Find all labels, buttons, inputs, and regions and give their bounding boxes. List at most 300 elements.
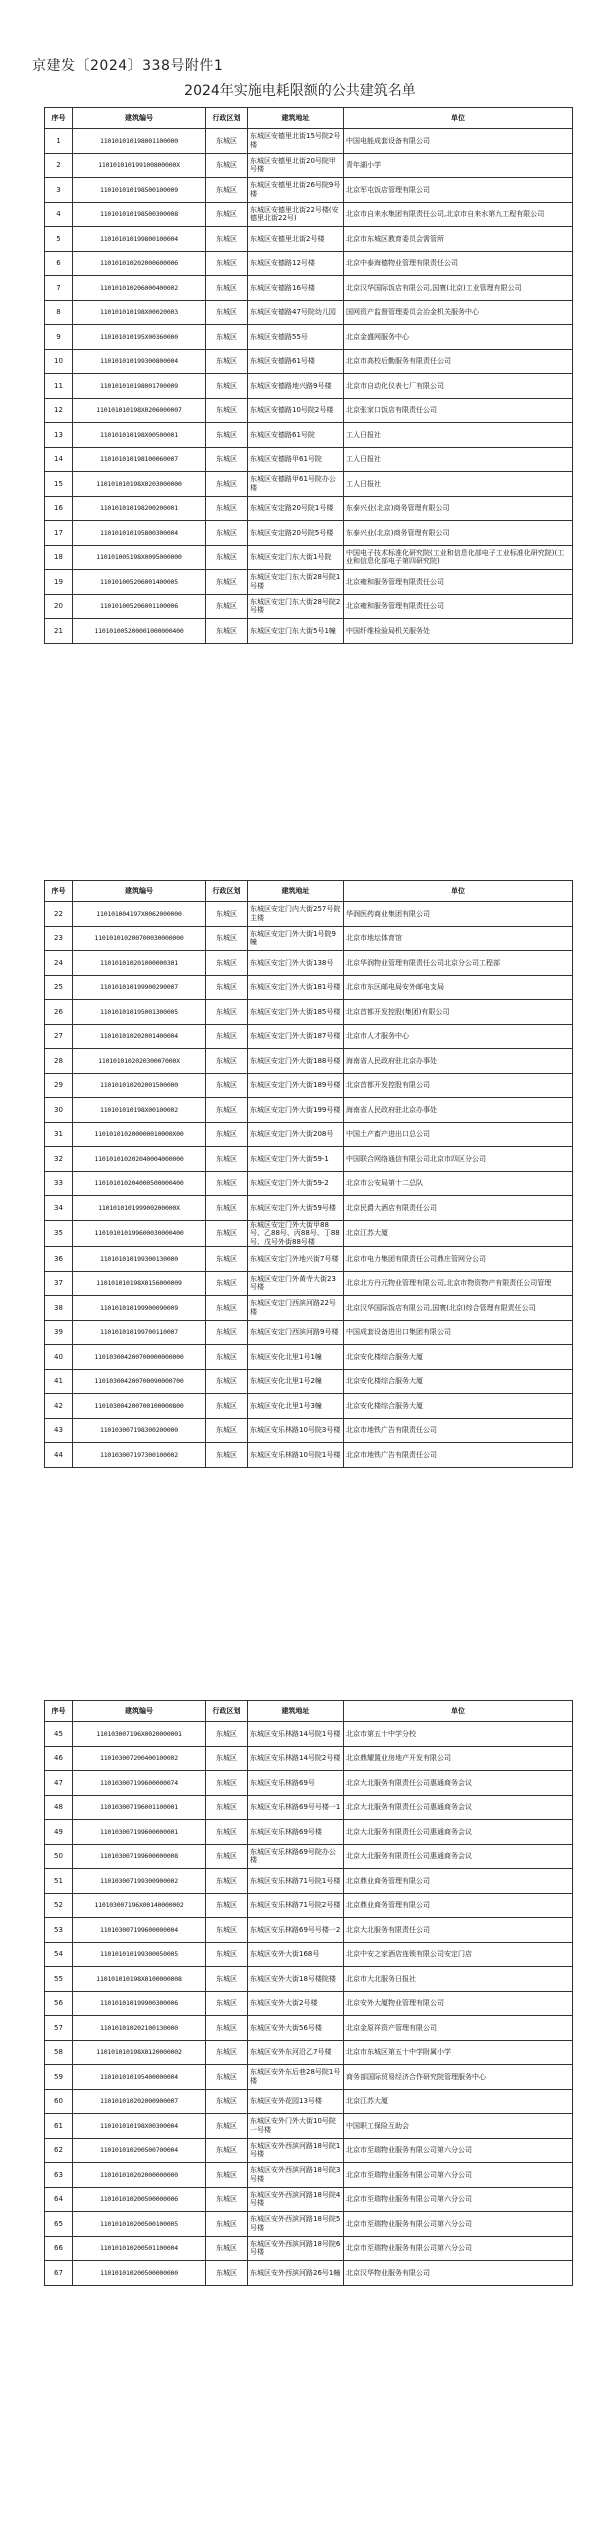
cell-building-code: 110101010198X00020003 (73, 300, 206, 325)
cell-address: 东城区安乐林路71号院2号楼 (248, 1893, 344, 1918)
table-row (45, 300, 573, 325)
cell-building-code: 110101010202030007000X (73, 1049, 206, 1074)
cell-seq: 10 (45, 349, 73, 374)
cell-district: 东城区 (206, 1024, 248, 1049)
cell-address: 东城区安德路16号楼 (248, 276, 344, 301)
cell-unit: 北京大北服务有限责任公司惠通商务会议 (344, 1795, 573, 1820)
cell-building-code: 110101010198200200001 (73, 496, 206, 521)
cell-building-code: 110101010200000010000X00 (73, 1122, 206, 1147)
cell-district: 东城区 (206, 398, 248, 423)
cell-unit: 北京市至瑞物业服务有限公司第六分公司 (344, 2163, 573, 2188)
cell-seq: 37 (45, 1271, 73, 1296)
table-row (45, 2040, 573, 2065)
cell-seq: 63 (45, 2163, 73, 2188)
cell-address: 东城区安外西滨河路18号院4号楼 (248, 2187, 344, 2212)
cell-building-code: 110101010198X0156000009 (73, 1271, 206, 1296)
cell-address: 东城区安外大街2号楼 (248, 1991, 344, 2016)
cell-district: 东城区 (206, 2138, 248, 2163)
cell-building-code: 110101010199300130000 (73, 1247, 206, 1272)
cell-district: 东城区 (206, 1991, 248, 2016)
cell-building-code: 110101010206000400002 (73, 276, 206, 301)
cell-district: 东城区 (206, 1147, 248, 1172)
cell-seq: 22 (45, 902, 73, 927)
table-row (45, 2236, 573, 2261)
table-row (45, 276, 573, 301)
cell-building-code: 110101010199600030000400 (73, 1220, 206, 1247)
cell-seq: 59 (45, 2065, 73, 2090)
cell-unit: 北京市第五十中学分校 (344, 1722, 573, 1747)
cell-address: 东城区安德里北街20号院甲号楼 (248, 153, 344, 178)
table-row (45, 619, 573, 644)
cell-seq: 32 (45, 1147, 73, 1172)
cell-unit: 北京鼎业商务管理有限公司 (344, 1869, 573, 1894)
cell-unit: 北京汉华物业服务有限公司 (344, 2261, 573, 2286)
cell-district: 东城区 (206, 1271, 248, 1296)
cell-unit: 国网资产监督管理委员会冶金机关服务中心 (344, 300, 573, 325)
header-building-code: 建筑编号 (73, 108, 206, 129)
table-header-row (45, 108, 573, 129)
cell-seq: 50 (45, 1844, 73, 1869)
cell-building-code: 110101005198X0095000000 (73, 545, 206, 570)
cell-address: 东城区安外西滨河路18号院1号楼 (248, 2138, 344, 2163)
cell-district: 东城区 (206, 2163, 248, 2188)
cell-building-code: 110101010199700110007 (73, 1320, 206, 1345)
cell-unit: 海南省人民政府驻北京办事处 (344, 1098, 573, 1123)
cell-address: 东城区安外大街56号楼 (248, 2016, 344, 2041)
cell-district: 东城区 (206, 178, 248, 203)
cell-address: 东城区安定门东大街28号院2号楼 (248, 594, 344, 619)
table-row (45, 1722, 573, 1747)
cell-district: 东城区 (206, 1771, 248, 1796)
cell-district: 东城区 (206, 1820, 248, 1845)
cell-seq: 57 (45, 2016, 73, 2041)
table-row (45, 1122, 573, 1147)
cell-address: 东城区安德路甲61号院办公楼 (248, 472, 344, 497)
cell-unit: 北京安化楼综合服务大厦 (344, 1369, 573, 1394)
building-table-part-3 (44, 1700, 573, 2286)
table-row (45, 1196, 573, 1221)
cell-address: 东城区安外东河沿乙7号楼 (248, 2040, 344, 2065)
cell-district: 东城区 (206, 325, 248, 350)
cell-unit: 北京江苏大厦 (344, 1220, 573, 1247)
table-row (45, 1942, 573, 1967)
cell-seq: 29 (45, 1073, 73, 1098)
cell-unit: 北京雍和服务管理有限责任公司 (344, 594, 573, 619)
cell-district: 东城区 (206, 1443, 248, 1468)
cell-seq: 39 (45, 1320, 73, 1345)
cell-address: 东城区安定门东大街1号院 (248, 545, 344, 570)
cell-district: 东城区 (206, 472, 248, 497)
cell-unit: 北京市地铁广告有限责任公司 (344, 1443, 573, 1468)
cell-seq: 30 (45, 1098, 73, 1123)
cell-district: 东城区 (206, 2187, 248, 2212)
cell-address: 东城区安德里北街26号院9号楼 (248, 178, 344, 203)
cell-building-code: 110101010199800100004 (73, 227, 206, 252)
cell-seq: 58 (45, 2040, 73, 2065)
cell-address: 东城区安德路10号院2号楼 (248, 398, 344, 423)
cell-building-code: 110101010198X00500001 (73, 423, 206, 448)
cell-address: 东城区安乐林路69号号楼一1 (248, 1795, 344, 1820)
table-row (45, 1073, 573, 1098)
cell-seq: 25 (45, 975, 73, 1000)
cell-district: 东城区 (206, 129, 248, 154)
cell-seq: 67 (45, 2261, 73, 2286)
cell-district: 东城区 (206, 1418, 248, 1443)
header-unit: 单位 (344, 1701, 573, 1722)
cell-district: 东城区 (206, 1746, 248, 1771)
cell-unit: 北京市人才服务中心 (344, 1024, 573, 1049)
cell-building-code: 110101010200700030000000 (73, 926, 206, 951)
cell-address: 东城区安定门东大街5号1幢 (248, 619, 344, 644)
cell-address: 东城区安德路61号楼 (248, 349, 344, 374)
header-district: 行政区划 (206, 1701, 248, 1722)
table-row (45, 902, 573, 927)
header-seq: 序号 (45, 108, 73, 129)
cell-address: 东城区安乐林路69号 (248, 1771, 344, 1796)
cell-address: 东城区安德路47号院幼儿园 (248, 300, 344, 325)
cell-unit: 北京华润物业管理有限责任公司北京分公司工程部 (344, 951, 573, 976)
table-row (45, 926, 573, 951)
cell-building-code: 110101010201000000301 (73, 951, 206, 976)
table-row (45, 1220, 573, 1247)
cell-seq: 40 (45, 1345, 73, 1370)
table-row (45, 472, 573, 497)
table-row (45, 2016, 573, 2041)
cell-district: 东城区 (206, 1296, 248, 1321)
cell-building-code: 110101010198X00100002 (73, 1098, 206, 1123)
cell-unit: 北京北方丹元物业管理有限公司,北京市物资物产有限责任公司管理 (344, 1271, 573, 1296)
cell-address: 东城区安定门内大街257号院主楼 (248, 902, 344, 927)
cell-unit: 中国纤维检验局机关服务处 (344, 619, 573, 644)
cell-district: 东城区 (206, 300, 248, 325)
cell-seq: 16 (45, 496, 73, 521)
cell-district: 东城区 (206, 2261, 248, 2286)
cell-building-code: 110103004200700090000700 (73, 1369, 206, 1394)
cell-building-code: 110101005206001400005 (73, 570, 206, 595)
cell-building-code: 110101010199100800000X (73, 153, 206, 178)
cell-district: 东城区 (206, 2212, 248, 2237)
cell-address: 东城区安外西滨河路18号院6号楼 (248, 2236, 344, 2261)
header-unit: 单位 (344, 881, 573, 902)
cell-unit: 北京市至瑞物业服务有限公司第六分公司 (344, 2187, 573, 2212)
header-building-code: 建筑编号 (73, 881, 206, 902)
cell-unit: 青年湖小学 (344, 153, 573, 178)
cell-district: 东城区 (206, 1171, 248, 1196)
cell-unit: 北京市东城区第五十中学附属小学 (344, 2040, 573, 2065)
table-row (45, 496, 573, 521)
table-row (45, 975, 573, 1000)
cell-district: 东城区 (206, 951, 248, 976)
table-row (45, 1369, 573, 1394)
building-table-part-2 (44, 880, 573, 1468)
cell-building-code: 110101004197X0062000000 (73, 902, 206, 927)
table-row (45, 1049, 573, 1074)
cell-seq: 18 (45, 545, 73, 570)
header-unit: 单位 (344, 108, 573, 129)
cell-address: 东城区安乐林路10号院1号楼 (248, 1443, 344, 1468)
cell-unit: 北京张家口饭店有限责任公司 (344, 398, 573, 423)
cell-building-code: 110101010198X0120000002 (73, 2040, 206, 2065)
cell-seq: 60 (45, 2089, 73, 2114)
cell-seq: 44 (45, 1443, 73, 1468)
table-row (45, 951, 573, 976)
cell-unit: 北京民爵大酒店有限责任公司 (344, 1196, 573, 1221)
cell-unit: 北京大北服务有限责任公司惠通商务会议 (344, 1844, 573, 1869)
table-row (45, 1296, 573, 1321)
cell-address: 东城区安定门外地兴街7号楼 (248, 1247, 344, 1272)
cell-building-code: 110103004200700100000800 (73, 1394, 206, 1419)
cell-district: 东城区 (206, 423, 248, 448)
cell-address: 东城区安定门外大街59-2 (248, 1171, 344, 1196)
table-row (45, 1345, 573, 1370)
cell-unit: 北京市自来水集团有限责任公司,北京市自来水第九工程有限公司 (344, 202, 573, 227)
cell-district: 东城区 (206, 619, 248, 644)
table-row (45, 178, 573, 203)
cell-seq: 49 (45, 1820, 73, 1845)
cell-unit: 北京大北服务有限责任公司惠通商务会议 (344, 1771, 573, 1796)
cell-address: 东城区安乐林路71号院1号楼 (248, 1869, 344, 1894)
cell-building-code: 110103007196X0020000001 (73, 1722, 206, 1747)
cell-seq: 4 (45, 202, 73, 227)
cell-unit: 海南省人民政府驻北京办事处 (344, 1049, 573, 1074)
table-row (45, 251, 573, 276)
cell-unit: 工人日报社 (344, 423, 573, 448)
table-row (45, 1000, 573, 1025)
cell-district: 东城区 (206, 975, 248, 1000)
cell-district: 东城区 (206, 447, 248, 472)
cell-district: 东城区 (206, 1844, 248, 1869)
table-row (45, 1918, 573, 1943)
cell-building-code: 110101010200500000000 (73, 2261, 206, 2286)
cell-address: 东城区安定门外大街138号 (248, 951, 344, 976)
cell-unit: 北京首都开发控股(集团)有限公司 (344, 1000, 573, 1025)
cell-building-code: 110103007196001100001 (73, 1795, 206, 1820)
cell-building-code: 110103007199600000074 (73, 1771, 206, 1796)
cell-unit: 北京市至瑞物业服务有限公司第六分公司 (344, 2236, 573, 2261)
cell-seq: 5 (45, 227, 73, 252)
cell-district: 东城区 (206, 1967, 248, 1992)
cell-unit: 东泰兴业(北京)商务管理有限公司 (344, 521, 573, 546)
cell-district: 东城区 (206, 1247, 248, 1272)
table-row (45, 1991, 573, 2016)
cell-building-code: 110101010202040004000000 (73, 1147, 206, 1172)
cell-building-code: 110103007199600000004 (73, 1918, 206, 1943)
cell-building-code: 110101010204000500000400 (73, 1171, 206, 1196)
cell-unit: 商务部国际贸易经济合作研究院管理服务中心 (344, 2065, 573, 2090)
cell-building-code: 110101005200001000000400 (73, 619, 206, 644)
table-header-row (45, 1701, 573, 1722)
table-row (45, 545, 573, 570)
cell-unit: 中国职工保险互助会 (344, 2114, 573, 2139)
cell-seq: 62 (45, 2138, 73, 2163)
cell-address: 东城区安乐林路69号楼 (248, 1820, 344, 1845)
cell-seq: 43 (45, 1418, 73, 1443)
cell-seq: 34 (45, 1196, 73, 1221)
cell-address: 东城区安乐林路69号院办公楼 (248, 1844, 344, 1869)
table-row (45, 1967, 573, 1992)
cell-seq: 15 (45, 472, 73, 497)
cell-unit: 北京安化楼综合服务大厦 (344, 1345, 573, 1370)
cell-address: 东城区安定门外大街59号楼 (248, 1196, 344, 1221)
cell-address: 东城区安外大街168号 (248, 1942, 344, 1967)
cell-seq: 35 (45, 1220, 73, 1247)
cell-unit: 北京安化楼综合服务大厦 (344, 1394, 573, 1419)
cell-district: 东城区 (206, 1320, 248, 1345)
document-reference: 京建发〔2024〕338号附件1 (32, 58, 224, 74)
cell-address: 东城区安德里北街22号楼(安德里北街22号) (248, 202, 344, 227)
cell-district: 东城区 (206, 2114, 248, 2139)
cell-address: 东城区安德路61号院 (248, 423, 344, 448)
cell-seq: 45 (45, 1722, 73, 1747)
cell-unit: 北京大北服务有限责任公司 (344, 1918, 573, 1943)
cell-building-code: 110101010202001500000 (73, 1073, 206, 1098)
cell-seq: 33 (45, 1171, 73, 1196)
header-building-code: 建筑编号 (73, 1701, 206, 1722)
cell-seq: 31 (45, 1122, 73, 1147)
cell-district: 东城区 (206, 349, 248, 374)
cell-district: 东城区 (206, 2040, 248, 2065)
header-address: 建筑地址 (248, 881, 344, 902)
cell-address: 东城区安外西滨河路26号1幢 (248, 2261, 344, 2286)
cell-unit: 中国土产畜产进出口总公司 (344, 1122, 573, 1147)
cell-district: 东城区 (206, 1049, 248, 1074)
cell-building-code: 110101010198X0100000008 (73, 1967, 206, 1992)
header-district: 行政区划 (206, 108, 248, 129)
cell-unit: 北京安外大厦物业管理有限公司 (344, 1991, 573, 2016)
cell-district: 东城区 (206, 902, 248, 927)
table-row (45, 1098, 573, 1123)
table-row (45, 1820, 573, 1845)
table-row (45, 1271, 573, 1296)
cell-seq: 19 (45, 570, 73, 595)
cell-building-code: 110101010199900090009 (73, 1296, 206, 1321)
table-row (45, 325, 573, 350)
cell-district: 东城区 (206, 1722, 248, 1747)
cell-seq: 24 (45, 951, 73, 976)
cell-seq: 13 (45, 423, 73, 448)
cell-unit: 华润医药商业集团有限公司 (344, 902, 573, 927)
cell-building-code: 110101010199300050005 (73, 1942, 206, 1967)
header-seq: 序号 (45, 1701, 73, 1722)
cell-seq: 52 (45, 1893, 73, 1918)
cell-district: 东城区 (206, 227, 248, 252)
cell-address: 东城区安定路20号院5号楼 (248, 521, 344, 546)
cell-district: 东城区 (206, 1795, 248, 1820)
cell-address: 东城区安德里北街2号楼 (248, 227, 344, 252)
cell-unit: 北京中安之家酒店连锁有限公司安定门店 (344, 1942, 573, 1967)
cell-address: 东城区安定门外大街1号院9幢 (248, 926, 344, 951)
cell-district: 东城区 (206, 1394, 248, 1419)
cell-building-code: 110101010198X0206000007 (73, 398, 206, 423)
cell-building-code: 110103007199600000008 (73, 1844, 206, 1869)
cell-building-code: 110101010202000900007 (73, 2089, 206, 2114)
cell-district: 东城区 (206, 570, 248, 595)
cell-seq: 41 (45, 1369, 73, 1394)
cell-seq: 21 (45, 619, 73, 644)
cell-building-code: 110101010200500000006 (73, 2187, 206, 2212)
cell-address: 东城区安乐林路14号院2号楼 (248, 1746, 344, 1771)
table-row (45, 2089, 573, 2114)
cell-address: 东城区安定门西滨河路9号楼 (248, 1320, 344, 1345)
cell-building-code: 110103007199300900002 (73, 1869, 206, 1894)
table-row (45, 1418, 573, 1443)
cell-building-code: 110101010200500700004 (73, 2138, 206, 2163)
cell-district: 东城区 (206, 1345, 248, 1370)
cell-address: 东城区安定门外黄寺大街23号楼 (248, 1271, 344, 1296)
table-row (45, 398, 573, 423)
cell-building-code: 110101010202000000000 (73, 2163, 206, 2188)
cell-district: 东城区 (206, 594, 248, 619)
cell-building-code: 110101010198001700009 (73, 374, 206, 399)
cell-seq: 17 (45, 521, 73, 546)
cell-address: 东城区安外花园13号楼 (248, 2089, 344, 2114)
cell-seq: 20 (45, 594, 73, 619)
cell-district: 东城区 (206, 1893, 248, 1918)
cell-unit: 北京市东区邮电局安外邮电支局 (344, 975, 573, 1000)
cell-seq: 8 (45, 300, 73, 325)
table-row (45, 1893, 573, 1918)
cell-seq: 48 (45, 1795, 73, 1820)
header-seq: 序号 (45, 881, 73, 902)
cell-unit: 北京市地坛体育馆 (344, 926, 573, 951)
cell-address: 东城区安乐林路14号院1号楼 (248, 1722, 344, 1747)
cell-district: 东城区 (206, 1073, 248, 1098)
cell-address: 东城区安定门外大街187号楼 (248, 1024, 344, 1049)
table-row (45, 153, 573, 178)
cell-unit: 中国电能成套设备有限公司 (344, 129, 573, 154)
cell-address: 东城区安定门东大街28号院1号楼 (248, 570, 344, 595)
header-district: 行政区划 (206, 881, 248, 902)
cell-seq: 47 (45, 1771, 73, 1796)
cell-address: 东城区安定门西滨河路22号楼 (248, 1296, 344, 1321)
cell-seq: 9 (45, 325, 73, 350)
cell-address: 东城区安定门外大街185号楼 (248, 1000, 344, 1025)
cell-address: 东城区安化北里1号2幢 (248, 1369, 344, 1394)
cell-address: 东城区安德路甲61号院 (248, 447, 344, 472)
cell-district: 东城区 (206, 1369, 248, 1394)
cell-address: 东城区安定门外大街188号楼 (248, 1049, 344, 1074)
cell-district: 东城区 (206, 1869, 248, 1894)
table-row (45, 1320, 573, 1345)
cell-district: 东城区 (206, 1942, 248, 1967)
cell-unit: 北京汉华国际饭店有限公司,国寰(北京)工业管理有限公司 (344, 276, 573, 301)
cell-unit: 北京市至瑞物业服务有限公司第六分公司 (344, 2138, 573, 2163)
cell-seq: 55 (45, 1967, 73, 1992)
cell-building-code: 110103007200400100002 (73, 1746, 206, 1771)
cell-seq: 23 (45, 926, 73, 951)
table-row (45, 2212, 573, 2237)
cell-district: 东城区 (206, 1098, 248, 1123)
cell-seq: 12 (45, 398, 73, 423)
cell-address: 东城区安德路地兴路9号楼 (248, 374, 344, 399)
cell-building-code: 110101010202100130000 (73, 2016, 206, 2041)
cell-district: 东城区 (206, 2236, 248, 2261)
table-row (45, 1844, 573, 1869)
cell-building-code: 110103007199600000001 (73, 1820, 206, 1845)
cell-building-code: 110101010199900200000X (73, 1196, 206, 1221)
table-row (45, 129, 573, 154)
cell-building-code: 110103004200700000000000 (73, 1345, 206, 1370)
header-address: 建筑地址 (248, 108, 344, 129)
cell-unit: 北京市至瑞物业服务有限公司第六分公司 (344, 2212, 573, 2237)
cell-district: 东城区 (206, 2016, 248, 2041)
cell-address: 东城区安定门外大街59-1 (248, 1147, 344, 1172)
cell-unit: 北京市电力集团有限责任公司鼎庄管网分公司 (344, 1247, 573, 1272)
cell-address: 东城区安外东后巷28号院1号楼 (248, 2065, 344, 2090)
table-row (45, 1795, 573, 1820)
cell-seq: 64 (45, 2187, 73, 2212)
cell-building-code: 110101010198X0203000000 (73, 472, 206, 497)
